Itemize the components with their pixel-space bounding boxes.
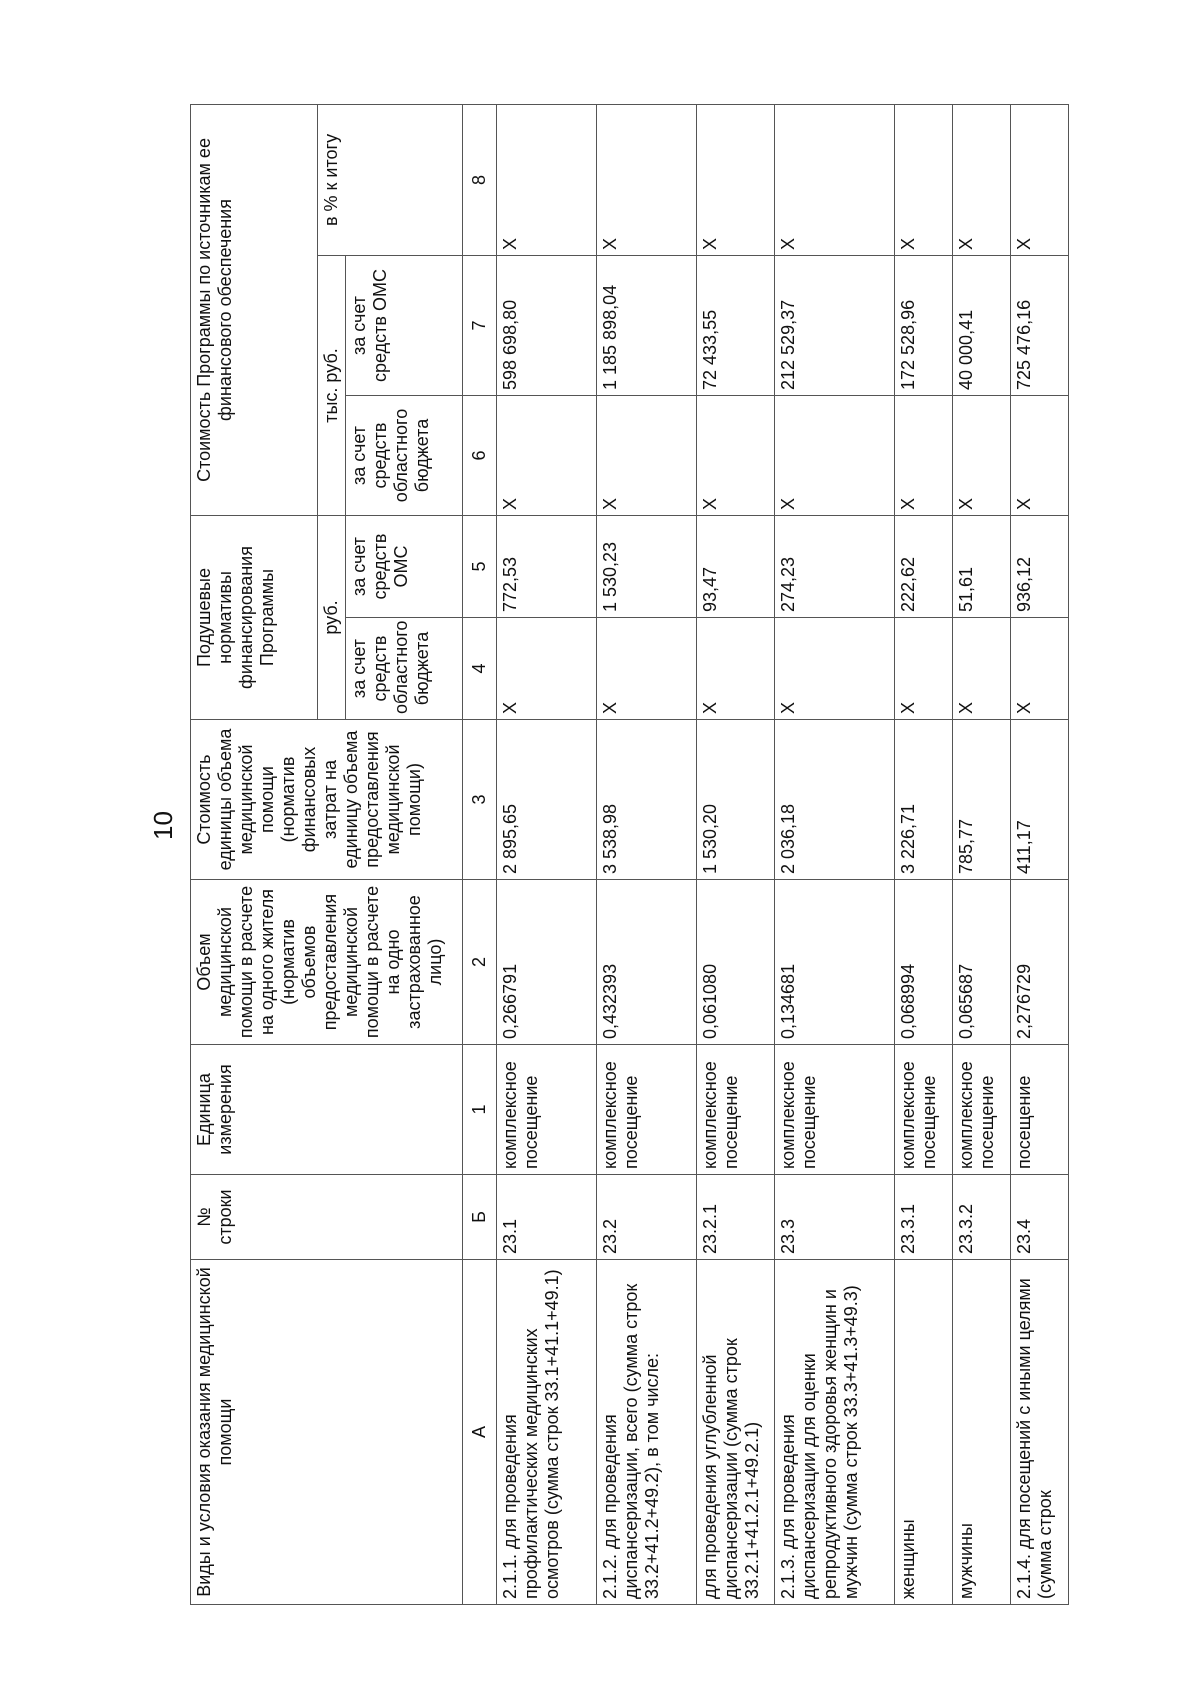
row-number: 23.1: [497, 1175, 597, 1260]
header-cost-group: Стоимость Программы по источникам ее финансового обеспечения: [191, 104, 318, 515]
row-unit: комплексное посещение: [497, 1045, 597, 1175]
row-pc-budget: X: [775, 618, 895, 720]
row-percent: X: [497, 104, 597, 255]
row-unit-cost: 1 530,20: [697, 720, 775, 880]
header-pc-oms: за счет средств ОМС: [346, 515, 463, 617]
financing-table: [190, 104, 1069, 1605]
row-name: для проведения углубленной диспансеризации (сумма строк 33.2.1+41.2.1+49.2.1): [697, 1260, 775, 1605]
row-unit: комплексное посещение: [597, 1045, 697, 1175]
index-cell: 6: [463, 395, 497, 515]
row-cost-oms: 40 000,41: [953, 255, 1011, 395]
row-number: 23.3: [775, 1175, 895, 1260]
row-pc-oms: 274,23: [775, 515, 895, 617]
row-percent: X: [697, 104, 775, 255]
row-unit-cost: 2 036,18: [775, 720, 895, 880]
row-name: 2.1.4. для посещений с иными целями (сумма строк: [1011, 1260, 1069, 1605]
row-pc-oms: 1 530,23: [597, 515, 697, 617]
row-unit: комплексное посещение: [697, 1045, 775, 1175]
row-pc-budget: X: [597, 618, 697, 720]
table-row: [775, 104, 895, 1604]
row-unit-cost: 785,77: [953, 720, 1011, 880]
header-rub: руб.: [318, 515, 346, 719]
header-cost-oms: за счет средств ОМС: [346, 255, 463, 395]
row-cost-budget: X: [697, 395, 775, 515]
index-cell: 2: [463, 880, 497, 1045]
row-pc-budget: X: [895, 618, 953, 720]
row-name: мужчины: [953, 1260, 1011, 1605]
table-row: [895, 104, 953, 1604]
row-cost-budget: X: [953, 395, 1011, 515]
index-cell: А: [463, 1260, 497, 1605]
row-percent: X: [597, 104, 697, 255]
row-pc-budget: X: [497, 618, 597, 720]
row-unit: комплексное посещение: [953, 1045, 1011, 1175]
row-volume: 2,276729: [1011, 880, 1069, 1045]
header-cost-budget: за счет средств областного бюджета: [346, 395, 463, 515]
row-pc-budget: X: [697, 618, 775, 720]
row-pc-oms: 936,12: [1011, 515, 1069, 617]
row-name: женщины: [895, 1260, 953, 1605]
index-cell: 5: [463, 515, 497, 617]
row-unit-cost: 411,17: [1011, 720, 1069, 880]
row-pc-oms: 222,62: [895, 515, 953, 617]
row-percent: X: [953, 104, 1011, 255]
row-cost-budget: X: [775, 395, 895, 515]
table-row: [697, 104, 775, 1604]
page-number: 10: [148, 811, 178, 840]
row-name: 2.1.2. для проведения диспансеризации, всего (сумма строк 33.2+41.2+49.2), в том числе:: [597, 1260, 697, 1605]
index-cell: 3: [463, 720, 497, 880]
row-unit-cost: 3 226,71: [895, 720, 953, 880]
row-number: 23.2.1: [697, 1175, 775, 1260]
row-cost-budget: X: [895, 395, 953, 515]
row-cost-oms: 725 476,16: [1011, 255, 1069, 395]
row-percent: X: [895, 104, 953, 255]
row-cost-budget: X: [597, 395, 697, 515]
row-volume: 0,065687: [953, 880, 1011, 1045]
index-cell: Б: [463, 1175, 497, 1260]
row-pc-budget: X: [953, 618, 1011, 720]
row-number: 23.3.2: [953, 1175, 1011, 1260]
header-types: Виды и условия оказания медицинской помощи: [191, 1260, 463, 1605]
table-row: [1011, 104, 1069, 1604]
row-unit-cost: 3 538,98: [597, 720, 697, 880]
header-unit-cost: Стоимость единицы объема медицинской помощи (норматив финансовых затрат на единицу объема предоставления медицинской помощи): [191, 720, 463, 880]
row-cost-budget: X: [1011, 395, 1069, 515]
row-pc-oms: 93,47: [697, 515, 775, 617]
table-row: [953, 104, 1011, 1604]
row-volume: 0,061080: [697, 880, 775, 1045]
index-cell: 4: [463, 618, 497, 720]
row-volume: 0,068994: [895, 880, 953, 1045]
row-cost-oms: 72 433,55: [697, 255, 775, 395]
row-unit: комплексное посещение: [895, 1045, 953, 1175]
header-volume: Объем медицинской помощи в расчете на одного жителя (норматив объемов предоставления медицинской помощи в расчете на одно застрахованное лицо): [191, 880, 463, 1045]
header-per-capita-group: Подушевые нормативы финансирования Программы: [191, 515, 318, 719]
row-cost-oms: 212 529,37: [775, 255, 895, 395]
table-row: [497, 104, 597, 1604]
row-unit-cost: 2 895,65: [497, 720, 597, 880]
row-name: 2.1.1. для проведения профилактических медицинских осмотров (сумма строк 33.1+41.1+49.1): [497, 1260, 597, 1605]
row-percent: X: [1011, 104, 1069, 255]
header-row-number: № строки: [191, 1175, 463, 1260]
index-cell: 7: [463, 255, 497, 395]
column-index-row: [463, 104, 497, 1604]
row-pc-budget: X: [1011, 618, 1069, 720]
row-unit: комплексное посещение: [775, 1045, 895, 1175]
index-cell: 1: [463, 1045, 497, 1175]
header-unit: Единица измерения: [191, 1045, 463, 1175]
row-pc-oms: 772,53: [497, 515, 597, 617]
header-pc-budget: за счет средств областного бюджета: [346, 618, 463, 720]
row-cost-budget: X: [497, 395, 597, 515]
table-row: [597, 104, 697, 1604]
row-number: 23.2: [597, 1175, 697, 1260]
row-number: 23.4: [1011, 1175, 1069, 1260]
row-cost-oms: 598 698,80: [497, 255, 597, 395]
header-thous-rub: тыс. руб.: [318, 255, 346, 515]
row-volume: 0,266791: [497, 880, 597, 1045]
index-cell: 8: [463, 104, 497, 255]
row-unit: посещение: [1011, 1045, 1069, 1175]
row-percent: X: [775, 104, 895, 255]
row-cost-oms: 1 185 898,04: [597, 255, 697, 395]
row-name: 2.1.3. для проведения диспансеризации для оценки репродуктивного здоровья женщин и мужчин (сумма строк 33.3+41.3+49.3): [775, 1260, 895, 1605]
row-volume: 0,432393: [597, 880, 697, 1045]
rotated-table-container: [190, 105, 1090, 1605]
row-number: 23.3.1: [895, 1175, 953, 1260]
row-pc-oms: 51,61: [953, 515, 1011, 617]
header-percent: в % к итогу: [318, 104, 463, 255]
row-cost-oms: 172 528,96: [895, 255, 953, 395]
row-volume: 0,134681: [775, 880, 895, 1045]
